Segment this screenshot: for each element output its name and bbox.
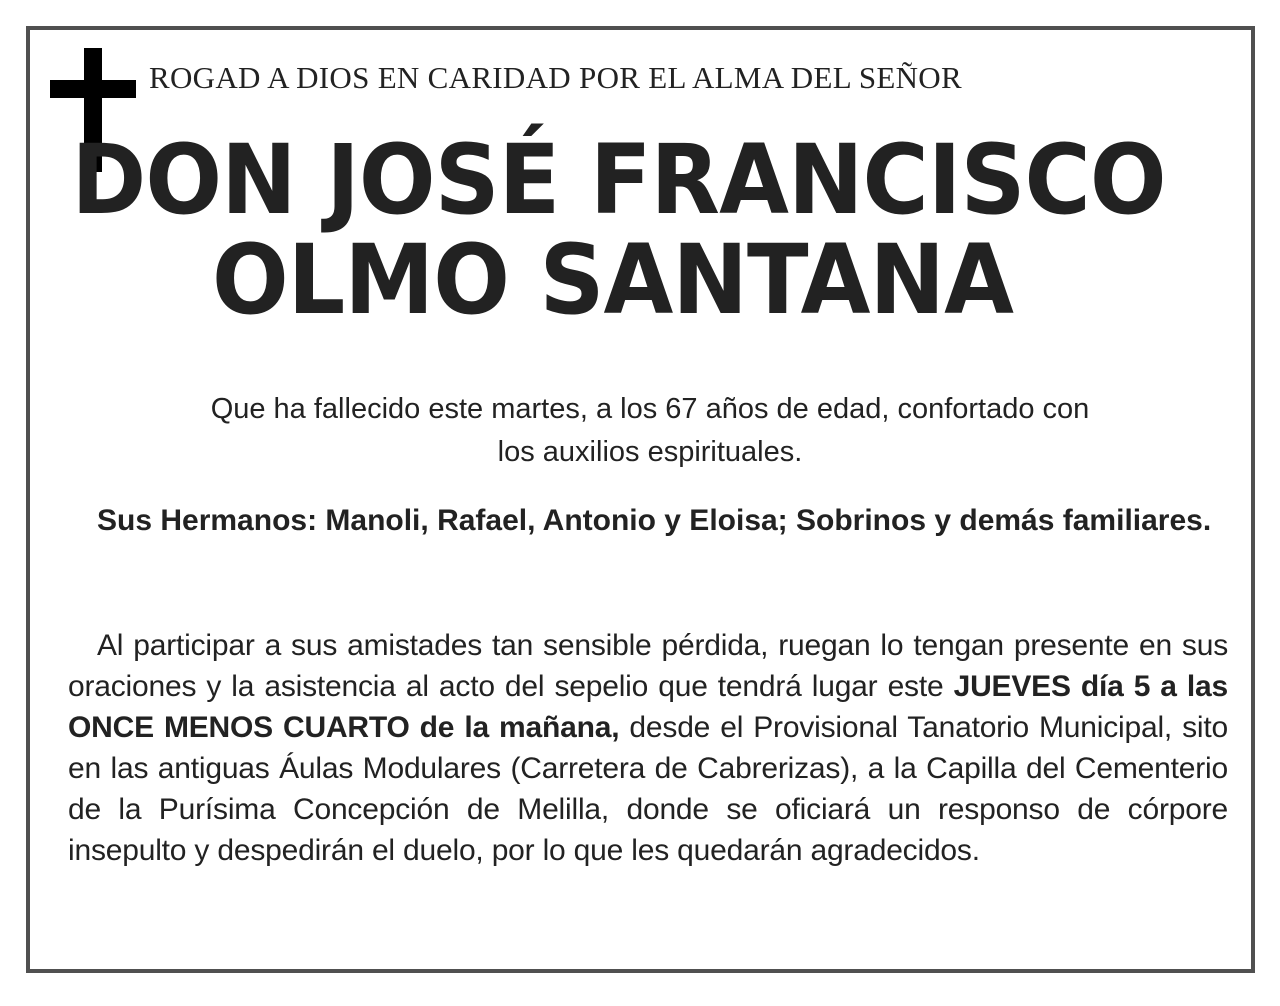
funeral-date-time: JUEVES día 5 a las ONCE MENOS CUARTO de la mañana, xyxy=(68,670,1229,744)
death-announcement-line2: los auxilios espirituales. xyxy=(497,436,803,468)
deceased-name-line2: OLMO SANTANA xyxy=(212,224,1013,336)
funeral-details-part1: Al participar a sus amistades tan sensible pérdida, ruegan lo tengan presente en sus oraciones y la asistencia al acto del sepelio que tendrá lugar este xyxy=(68,629,1228,703)
obituary-frame xyxy=(26,26,1255,973)
prayer-header xyxy=(30,60,1251,96)
deceased-name-line1: DON JOSÉ FRANCISCO xyxy=(71,124,1166,236)
funeral-details-part2: desde el Provisional Tanatorio Municipal, sito en las antiguas Áulas Modulares (Carretera de Cabrerizas), a la Capilla del Cementerio de la Purísima Concepción de Melilla, donde se oficiará un responso de córpore insepulto y despedirán el duelo, por lo que les quedarán agradecidos. xyxy=(68,711,1229,867)
death-announcement xyxy=(120,388,1180,474)
deceased-name xyxy=(30,124,1251,336)
prayer-header-text: ROGAD A DIOS EN CARIDAD POR EL ALMA DEL SEÑOR xyxy=(149,60,962,95)
death-announcement-line1: Que ha fallecido este martes, a los 67 años de edad, confortado con xyxy=(210,393,1090,425)
funeral-details-paragraph xyxy=(68,625,1228,871)
family-paragraph: Sus Hermanos: Manoli, Rafael, Antonio y Eloisa; Sobrinos y demás familiares. xyxy=(97,504,1212,537)
